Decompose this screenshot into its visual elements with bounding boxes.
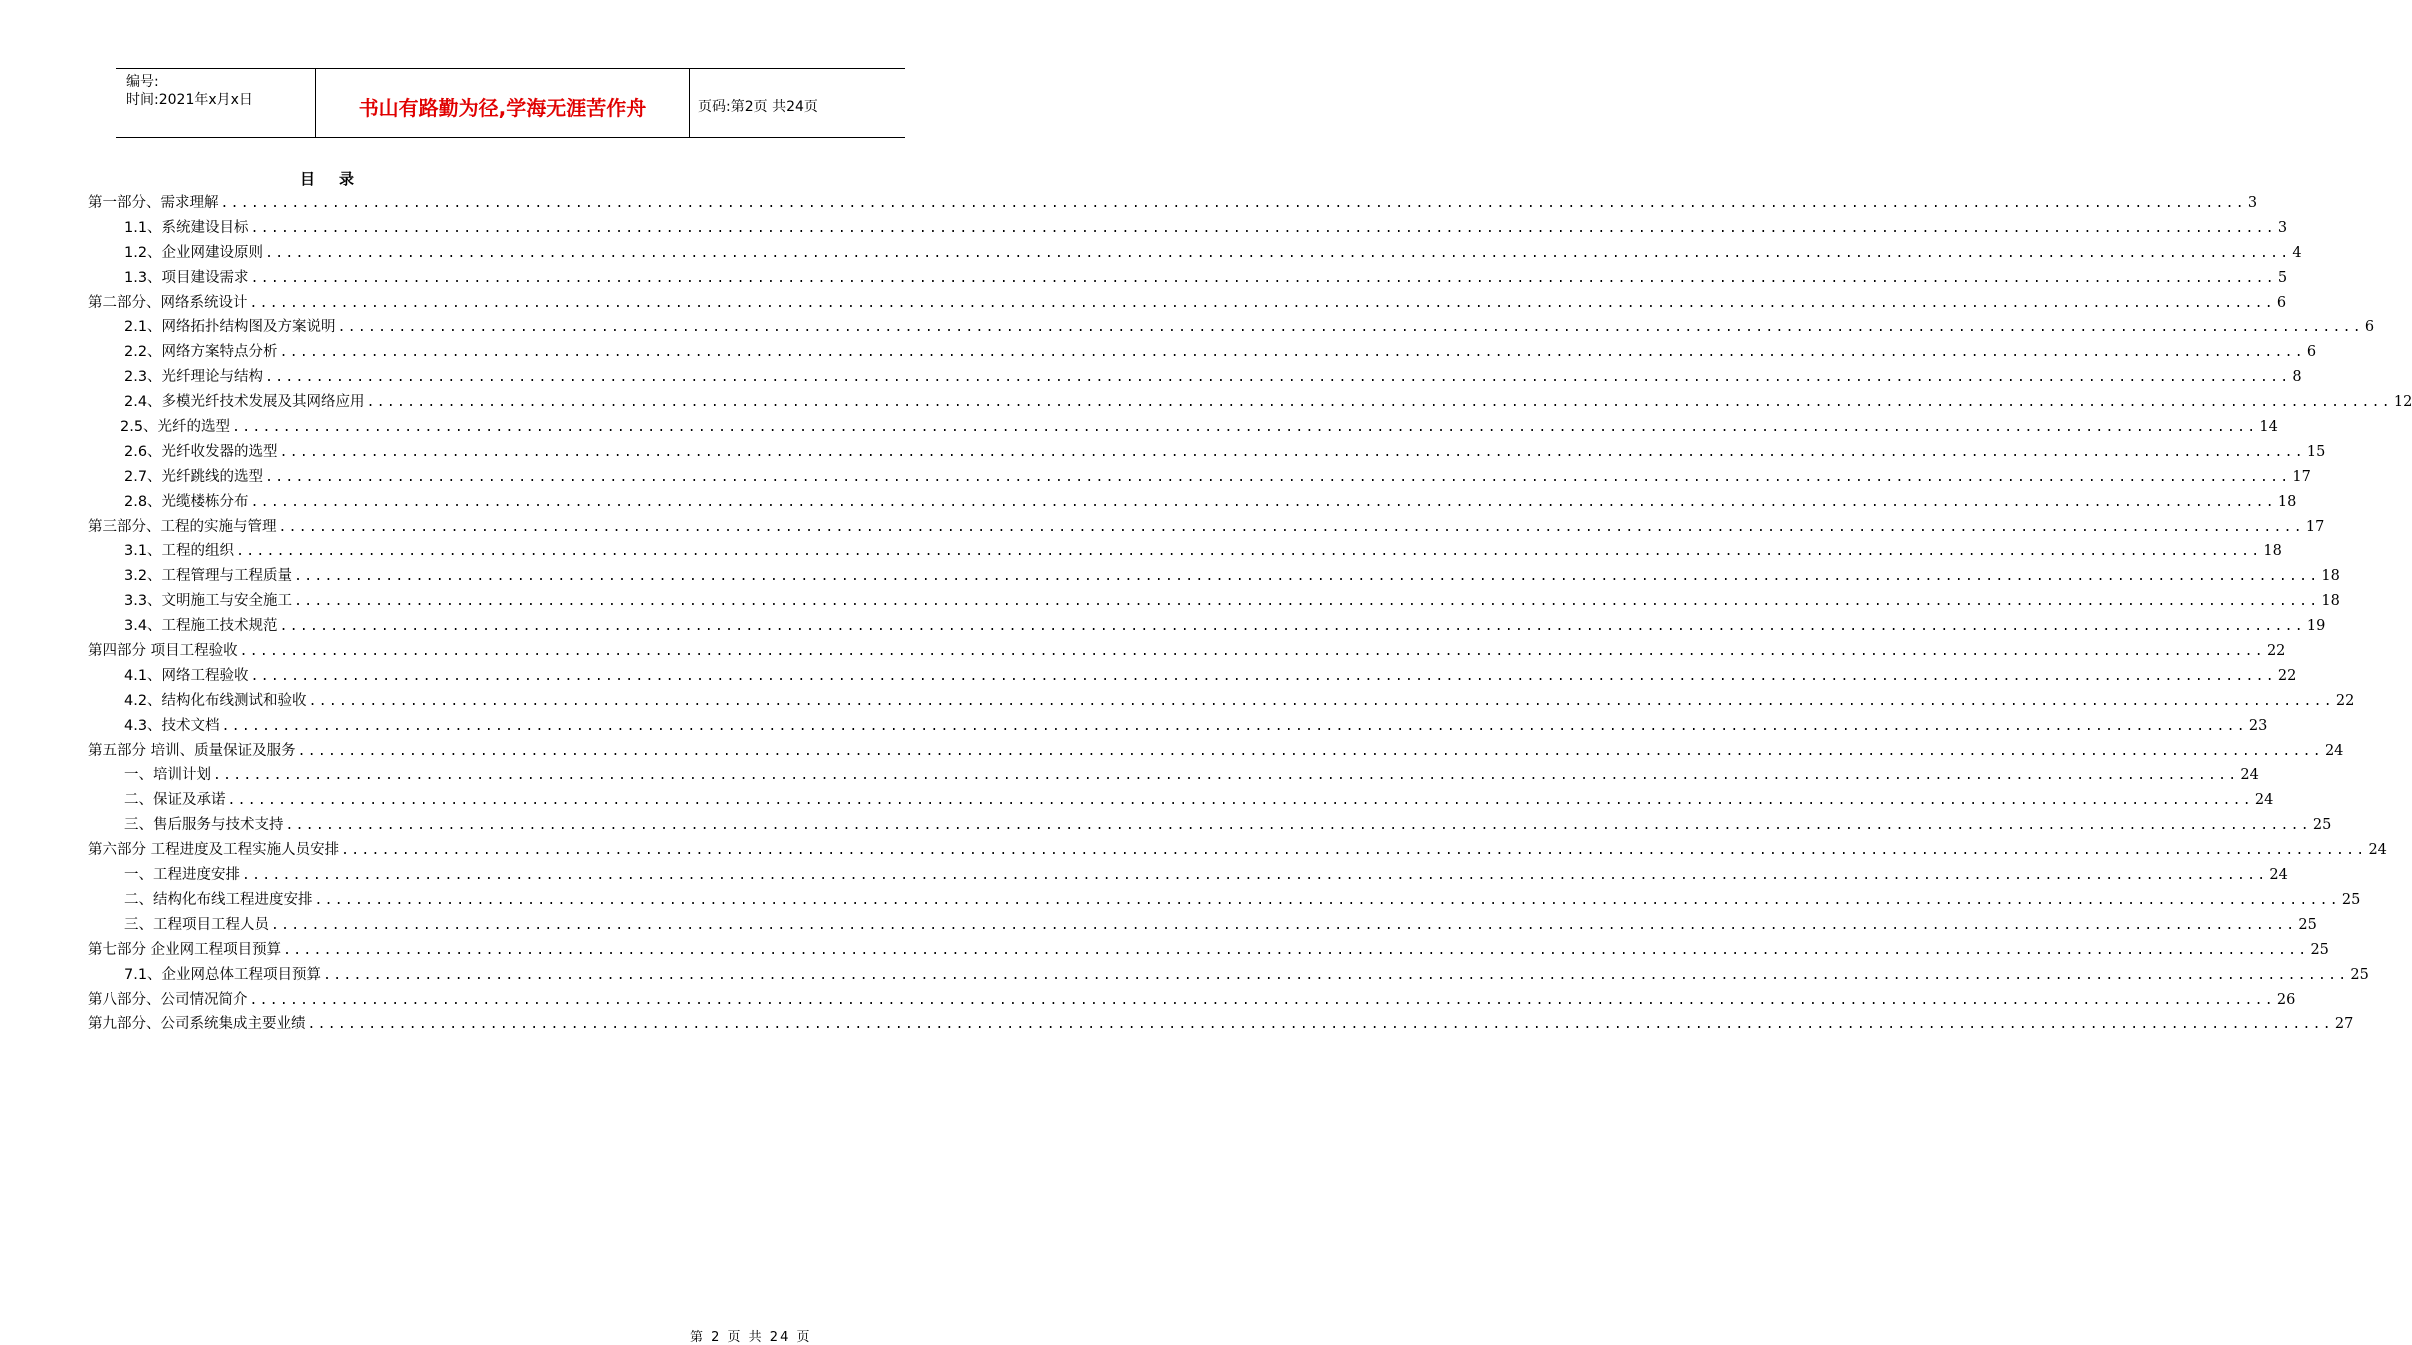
toc-entry-title: 一、工程进度安排 [124,867,240,884]
toc-entry-title: 3.2、工程管理与工程质量 [124,568,293,585]
toc-leader-dots: ........................................................................................................................................................................................................ [236,544,2262,560]
toc-entry-title: 3.1、工程的组织 [124,543,235,560]
motto-text: 书山有路勤为径,学海无涯苦作舟 [358,95,647,120]
toc-entry-page: 24 [2368,842,2387,859]
toc-entry-title: 2.4、多模光纤技术发展及其网络应用 [124,394,365,411]
toc-leader-dots: ........................................................................................................................................................................................................ [283,942,2309,958]
toc-leader-dots: ........................................................................................................................................................................................................ [294,594,2320,610]
toc-entry-page: 24 [2269,867,2288,884]
toc-leader-dots: ........................................................................................................................................................................................................ [239,644,2265,660]
toc-entry-page: 24 [2254,792,2274,809]
toc-leader-dots: ........................................................................................................................................................................................................ [307,1017,2333,1033]
toc-leader-dots: ........................................................................................................................................................................................................ [278,519,2304,535]
toc-leader-dots: ........................................................................................................................................................................................................ [308,693,2334,709]
toc-leader-dots: ........................................................................................................................................................................................................ [297,743,2323,759]
toc-leader-dots: ........................................................................................................................................................................................................ [227,793,2253,809]
toc-leader-dots: ........................................................................................................................................................................................................ [265,245,2291,261]
toc-entry-page: 8 [2292,369,2302,386]
toc-entry[interactable] [88,1012,2354,1037]
toc-entry-title: 第五部分 培训、质量保证及服务 [88,742,296,759]
toc-leader-dots: ........................................................................................................................................................................................................ [271,917,2297,933]
toc-leader-dots: ........................................................................................................................................................................................................ [285,818,2311,834]
toc-leader-dots: ........................................................................................................................................................................................................ [279,619,2305,635]
toc-entry-title: 三、工程项目工程人员 [124,916,269,933]
page-footer: 第 2 页 共 24 页 [690,1330,812,1345]
toc-entry-page: 22 [2277,667,2297,684]
toc-entry[interactable] [88,614,2326,639]
toc-entry-page: 22 [2335,692,2355,709]
header-motto-cell [316,69,690,137]
toc-entry-title: 4.2、结构化布线测试和验收 [124,692,307,709]
toc-entry-page: 3 [2247,195,2258,211]
toc-entry[interactable] [88,365,2302,390]
toc-leader-dots: ........................................................................................................................................................................................................ [250,494,2276,510]
toc-entry-page: 14 [2259,419,2278,436]
toc-leader-dots: ........................................................................................................................................................................................................ [265,370,2291,386]
toc-entry[interactable] [88,340,2317,365]
toc-entry-page: 17 [2292,468,2311,485]
toc-entry[interactable] [88,788,2274,813]
toc-entry[interactable] [88,216,2288,241]
toc-leader-dots: ........................................................................................................................................................................................................ [249,992,2275,1008]
toc-entry[interactable] [88,763,2259,788]
toc-entry[interactable] [88,863,2288,888]
toc-leader-dots: ........................................................................................................................................................................................................ [221,718,2247,734]
toc-leader-dots: ........................................................................................................................................................................................................ [366,395,2392,411]
toc-entry-title: 1.1、系统建设目标 [124,219,249,236]
toc-entry[interactable] [88,490,2297,515]
toc-leader-dots: ........................................................................................................................................................................................................ [337,320,2363,336]
toc-entry-page: 18 [2263,543,2282,560]
toc-entry[interactable] [88,838,2387,863]
toc-entry-page: 17 [2305,518,2325,535]
toc-entry-title: 第一部分、需求理解 [88,195,219,211]
toc-entry[interactable] [88,913,2317,938]
toc-entry[interactable] [88,539,2282,564]
toc-leader-dots: ........................................................................................................................................................................................................ [265,469,2291,485]
toc-entry-title: 第七部分 企业网工程项目预算 [88,941,282,958]
toc-entry[interactable] [88,564,2340,589]
toc-entry-title: 3.3、文明施工与安全施工 [124,593,293,610]
toc-entry-page: 3 [2277,219,2288,236]
toc-entry-title: 2.5、光纤的选型 [120,419,231,436]
toc-entry[interactable] [88,988,2296,1013]
toc-leader-dots: ........................................................................................................................................................................................................ [242,868,2268,884]
toc-entry-title: 第二部分、网络系统设计 [88,294,248,311]
toc-entry-title: 2.8、光缆楼栋分布 [124,493,249,510]
toc-leader-dots: ........................................................................................................................................................................................................ [250,220,2276,236]
toc-entry-page: 6 [2276,294,2287,311]
toc-entry[interactable] [88,689,2355,714]
time-label: 时间:2021年x月x日 [126,92,253,108]
toc-entry-page: 24 [2240,767,2259,784]
toc-entry[interactable] [88,515,2325,540]
page-info: 页码:第2页 共24页 [698,99,818,115]
table-of-contents [88,191,2412,1037]
toc-entry-title: 7.1、企业网总体工程项目预算 [124,966,322,983]
toc-entry-page: 25 [2341,891,2361,908]
toc-leader-dots: ........................................................................................................................................................................................................ [232,420,2258,436]
toc-entry-title: 1.3、项目建设需求 [124,269,249,286]
toc-entry-title: 2.7、光纤跳线的选型 [124,468,264,485]
toc-entry-page: 18 [2321,568,2340,585]
toc-leader-dots: ........................................................................................................................................................................................................ [250,270,2276,286]
header-page-cell [690,69,905,137]
toc-entry-title: 三、售后服务与技术支持 [124,817,284,834]
toc-leader-dots: ........................................................................................................................................................................................................ [279,345,2305,361]
toc-entry-title: 4.3、技术文档 [124,717,220,734]
toc-entry-title: 第三部分、工程的实施与管理 [88,518,277,535]
toc-entry[interactable] [88,639,2286,664]
toc-entry-title: 2.2、网络方案特点分析 [124,344,278,361]
toc-entry-title: 1.2、企业网建设原则 [124,244,264,261]
toc-entry[interactable] [88,664,2297,689]
toc-entry-title: 第四部分 项目工程验收 [88,643,238,660]
toc-entry-title: 2.1、网络拓扑结构图及方案说明 [124,319,336,336]
toc-entry-page: 18 [2277,493,2297,510]
toc-entry-title: 二、结构化布线工程进度安排 [124,891,313,908]
toc-entry[interactable] [88,241,2302,266]
toc-entry-page: 19 [2306,618,2326,635]
toc-entry-title: 2.3、光纤理论与结构 [124,369,264,386]
toc-leader-dots: ........................................................................................................................................................................................................ [341,843,2367,859]
toc-entry-title: 第八部分、公司情况简介 [88,991,248,1008]
toc-entry-page: 25 [2298,916,2317,933]
toc-leader-dots: ........................................................................................................................................................................................................ [294,569,2320,585]
toc-entry[interactable] [88,266,2288,291]
toc-entry[interactable] [88,963,2369,988]
toc-entry-title: 二、保证及承诺 [124,792,226,809]
toc-entry[interactable] [88,291,2287,316]
toc-entry-page: 12 [2393,394,2412,411]
toc-entry[interactable] [88,315,2375,340]
header-meta-cell [116,69,316,137]
toc-entry-title: 第六部分 工程进度及工程实施人员安排 [88,842,340,859]
toc-entry-title: 2.6、光纤收发器的选型 [124,443,278,460]
toc-entry-page: 23 [2248,717,2268,734]
toc-entry-page: 6 [2364,319,2375,336]
code-label: 编号: [126,74,159,90]
toc-entry[interactable] [88,739,2344,764]
toc-title: 目录 [300,170,379,188]
toc-leader-dots: ........................................................................................................................................................................................................ [250,668,2276,684]
toc-entry[interactable] [88,390,2412,415]
toc-entry-page: 18 [2321,593,2340,610]
toc-leader-dots: ........................................................................................................................................................................................................ [314,892,2340,908]
toc-entry-title: 一、培训计划 [124,767,211,784]
toc-entry[interactable] [88,415,2278,440]
toc-entry-page: 22 [2266,643,2286,660]
toc-leader-dots: ........................................................................................................................................................................................................ [323,967,2349,983]
toc-entry-page: 15 [2306,443,2326,460]
toc-entry[interactable] [88,465,2311,490]
toc-leader-dots: ........................................................................................................................................................................................................ [279,444,2305,460]
toc-entry[interactable] [88,191,2258,216]
toc-entry-page: 5 [2277,269,2288,286]
toc-leader-dots: ........................................................................................................................................................................................................ [220,196,2246,211]
toc-entry-title: 3.4、工程施工技术规范 [124,618,278,635]
toc-leader-dots: ........................................................................................................................................................................................................ [249,295,2275,311]
toc-entry-page: 6 [2306,344,2317,361]
toc-entry[interactable] [88,888,2361,913]
toc-entry-title: 4.1、网络工程验收 [124,667,249,684]
toc-entry-page: 26 [2276,991,2296,1008]
toc-entry[interactable] [88,938,2329,963]
toc-entry-page: 24 [2324,742,2344,759]
toc-entry-page: 25 [2350,966,2369,983]
toc-entry-title: 第九部分、公司系统集成主要业绩 [88,1016,306,1033]
toc-entry-page: 27 [2334,1016,2354,1033]
toc-entry-page: 25 [2312,817,2332,834]
toc-leader-dots: ........................................................................................................................................................................................................ [213,768,2239,784]
toc-entry-page: 25 [2310,941,2329,958]
toc-entry[interactable] [88,440,2326,465]
toc-entry[interactable] [88,714,2268,739]
toc-entry[interactable] [88,813,2332,838]
page-header [116,68,905,138]
toc-entry-page: 4 [2292,244,2302,261]
toc-entry[interactable] [88,589,2340,614]
